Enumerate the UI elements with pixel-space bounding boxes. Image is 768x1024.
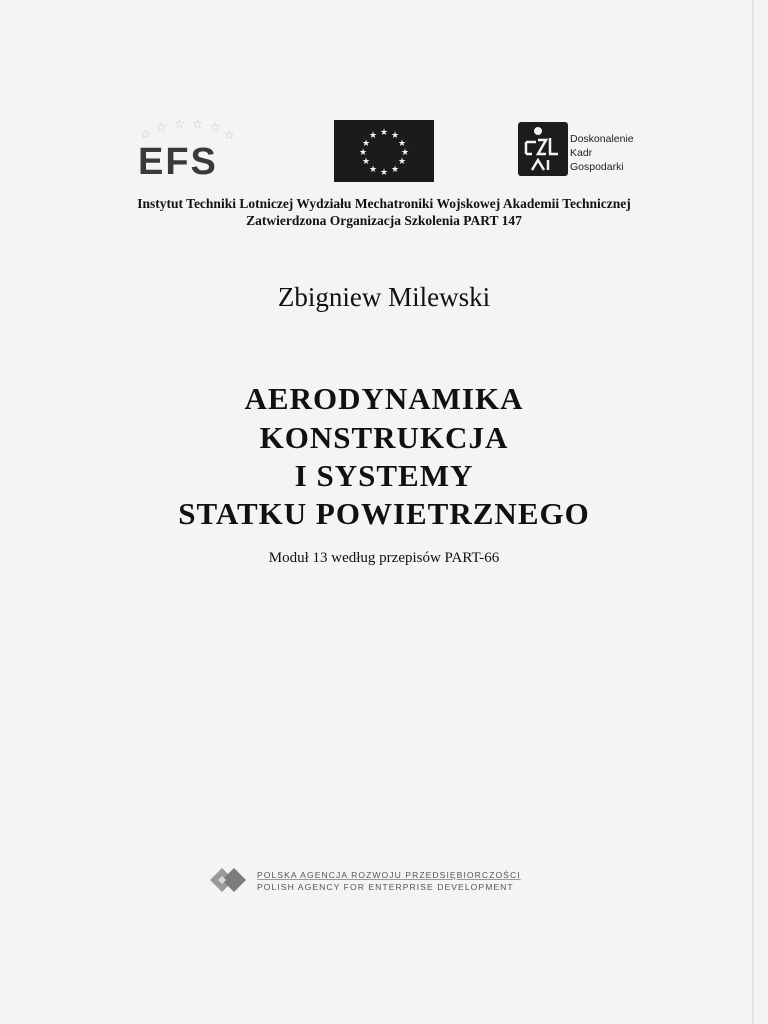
parp-logo	[206, 862, 252, 898]
svg-text:★: ★	[358, 148, 368, 158]
agency-name-pl: POLSKA AGENCJA ROZWOJU PRZEDSIĘBIORCZOŚCI	[257, 870, 521, 880]
institute-name: Instytut Techniki Lotniczej Wydziału Mechatroniki Wojskowej Akademii Technicznej	[137, 196, 631, 211]
svg-text:☆: ☆	[210, 120, 221, 134]
dkg-logo	[518, 122, 568, 176]
efs-logo	[132, 118, 244, 184]
svg-text:☆: ☆	[156, 120, 167, 134]
svg-text:★: ★	[368, 131, 378, 141]
svg-text:★: ★	[397, 157, 407, 167]
subtitle: Moduł 13 według przepisów PART-66	[268, 550, 500, 566]
svg-text:★: ★	[390, 165, 400, 175]
agency-name-en: POLISH AGENCY FOR ENTERPRISE DEVELOPMENT	[257, 882, 514, 892]
author-name: Zbigniew Milewski	[277, 282, 491, 312]
svg-text:★: ★	[379, 168, 389, 178]
title-line: AERODYNAMIKA	[244, 381, 524, 416]
svg-text:★: ★	[397, 139, 407, 149]
institute-approval: Zatwierdzona Organizacja Szkolenia PART 147	[246, 213, 522, 228]
dkg-line: Doskonalenie	[570, 133, 634, 145]
svg-text:★: ★	[361, 139, 371, 149]
scan-edge	[752, 0, 754, 1024]
svg-text:☆: ☆	[192, 118, 203, 131]
svg-text:★: ★	[379, 128, 389, 138]
svg-text:☆: ☆	[174, 118, 185, 131]
eu-flag-logo	[334, 120, 434, 182]
parp-agency-text	[257, 869, 547, 893]
efs-wordmark: EFS	[138, 141, 218, 183]
title-line: KONSTRUKCJA	[259, 420, 509, 455]
title-line: STATKU POWIETRZNEGO	[178, 496, 590, 531]
dkg-line: Kadr	[570, 147, 593, 159]
dkg-line: Gospodarki	[570, 161, 624, 173]
svg-text:★: ★	[368, 165, 378, 175]
svg-text:★: ★	[400, 148, 410, 158]
title-line: I SYSTEMY	[294, 458, 474, 493]
svg-text:☆: ☆	[140, 127, 151, 141]
svg-text:★: ★	[361, 157, 371, 167]
dkg-logo-text	[570, 132, 680, 174]
svg-text:★: ★	[390, 131, 400, 141]
svg-text:☆: ☆	[224, 128, 235, 142]
